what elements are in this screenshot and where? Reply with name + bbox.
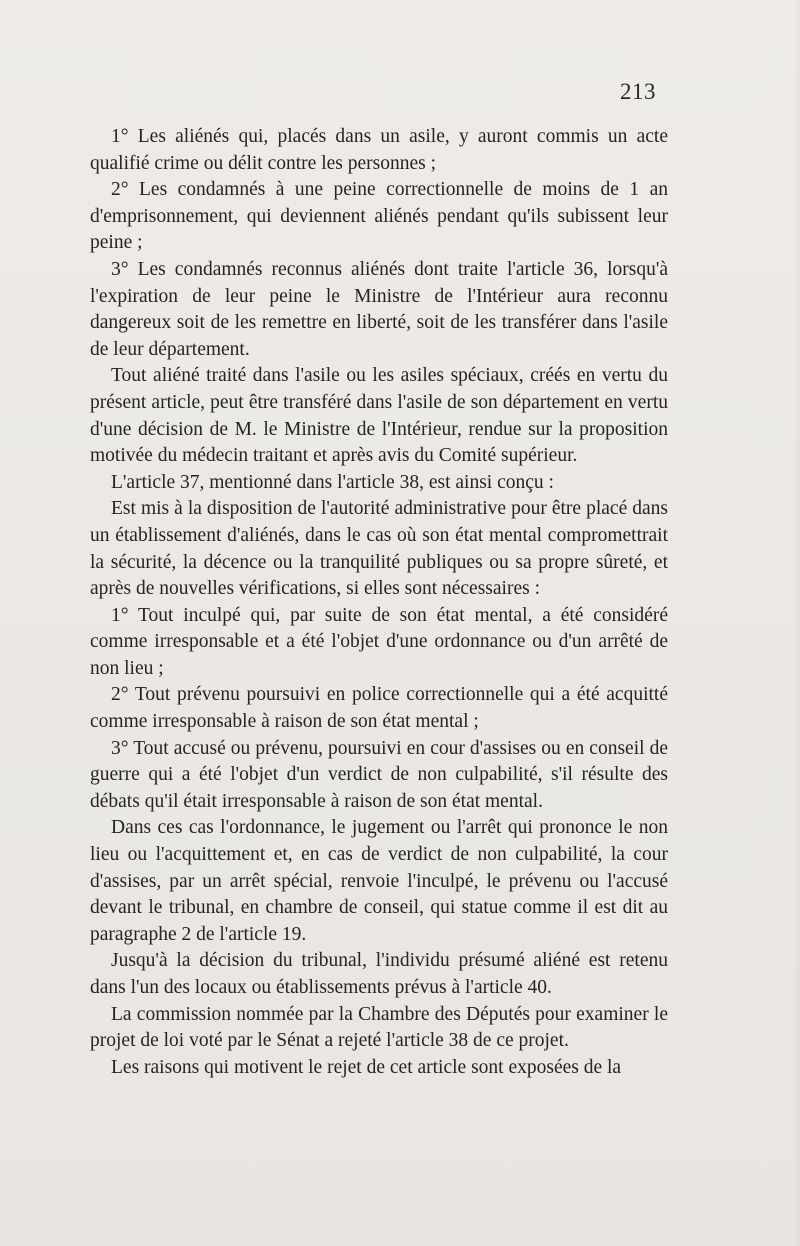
paragraph: Tout aliéné traité dans l'asile ou les asiles spéciaux, créés en vertu du présent article, peut être transféré dans l'asile de son département en vertu d'une décision de M. le Ministre de l'Intérieur, rendue sur la proposition motivée du médecin traitant et après avis du Comité supérieur. <box>90 365 668 467</box>
body-text <box>90 124 668 1081</box>
paragraph: 3° Les condamnés reconnus aliénés dont traite l'article 36, lorsqu'à l'expiration de leur peine le Ministre de l'Intérieur aura reconnu dangereux soit de les remettre en liberté, soit de les transférer dans l'asile de leur département. <box>90 258 668 360</box>
paragraph: Les raisons qui motivent le rejet de cet article sont exposées de la <box>111 1056 622 1078</box>
paragraph: 1° Les aliénés qui, placés dans un asile, y auront commis un acte qualifié crime ou délit contre les personnes ; <box>90 126 668 174</box>
paragraph: 3° Tout accusé ou prévenu, poursuivi en cour d'assises ou en conseil de guerre qui a été l'objet d'un verdict de non culpabilité, s'il résulte des débats qu'il était irresponsable à raison de son état mental. <box>90 737 668 812</box>
paragraph: La commission nommée par la Chambre des Députés pour examiner le projet de loi voté par le Sénat a rejeté l'article 38 de ce projet. <box>90 1003 668 1052</box>
page-number: 213 <box>620 79 656 104</box>
page-edge-shadow <box>794 0 800 1246</box>
paragraph: Dans ces cas l'ordonnance, le jugement ou l'arrêt qui prononce le non lieu ou l'acquittement et, en cas de verdict de non culpabilité, la cour d'assises, par un arrêt spécial, renvoie l'inculpé, le prévenu ou l'accusé devant le tribunal, en chambre de conseil, qui statue comme il est dit au paragraphe 2 de l'article 19. <box>90 817 668 945</box>
paragraph: Jusqu'à la décision du tribunal, l'individu présumé aliéné est retenu dans l'un des locaux ou établissements prévus à l'article 40. <box>90 950 668 998</box>
paragraph: 2° Les condamnés à une peine correctionnelle de moins de 1 an d'emprisonnement, qui deviennent aliénés pendant qu'ils subissent leur peine ; <box>90 179 668 254</box>
paragraph: L'article 37, mentionné dans l'article 38, est ainsi conçu : <box>111 471 554 493</box>
paragraph: 2° Tout prévenu poursuivi en police correctionnelle qui a été acquitté comme irresponsable à raison de son état mental ; <box>90 684 668 733</box>
paragraph: 1° Tout inculpé qui, par suite de son état mental, a été considéré comme irresponsable et a été l'objet d'une ordonnance ou d'un arrêté de non lieu ; <box>90 604 668 679</box>
paragraph: Est mis à la disposition de l'autorité administrative pour être placé dans un établissement d'aliénés, dans le cas où son état mental compromettrait la sécurité, la décence ou la tranquilité publiques ou sa propre sûreté, et après de nouvelles vérifications, si elles sont nécessaires : <box>90 498 668 600</box>
